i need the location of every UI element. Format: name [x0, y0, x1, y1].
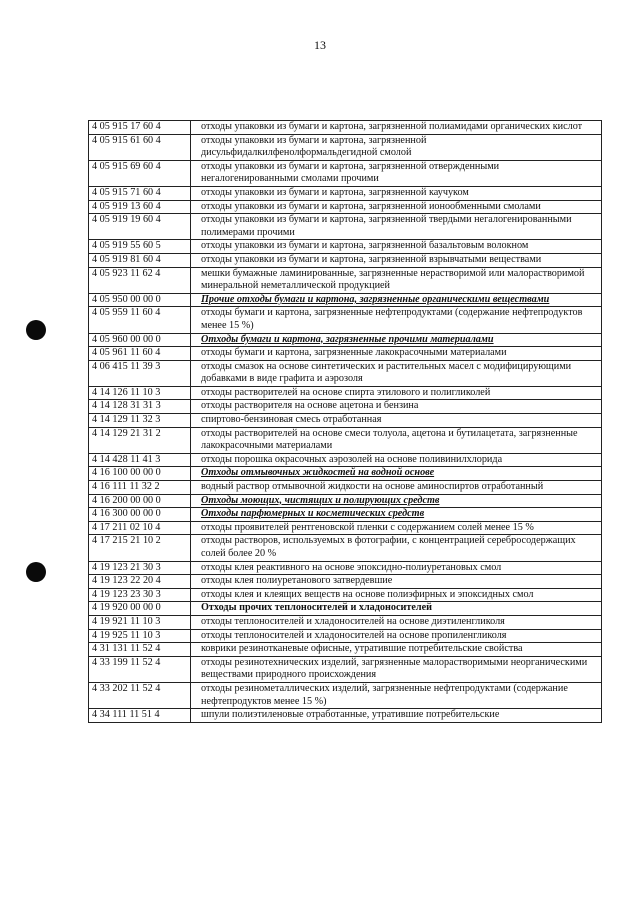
waste-description: отходы клея и клеящих веществ на основе полиэфирных и эпоксидных смол	[191, 588, 602, 602]
waste-description: отходы упаковки из бумаги и картона, загрязненной взрывчатыми веществами	[191, 253, 602, 267]
waste-code: 4 05 915 61 60 4	[89, 134, 191, 160]
waste-code: 4 06 415 11 39 3	[89, 360, 191, 386]
waste-code: 4 16 111 11 32 2	[89, 481, 191, 495]
table-row	[89, 347, 602, 361]
waste-code: 4 05 919 81 60 4	[89, 253, 191, 267]
table-row	[89, 453, 602, 467]
binder-hole	[26, 320, 46, 340]
table-row	[89, 575, 602, 589]
page-number: 13	[314, 38, 326, 52]
table-row	[89, 615, 602, 629]
table-row	[89, 267, 602, 293]
waste-code: 4 05 915 71 60 4	[89, 186, 191, 200]
waste-code: 4 14 129 11 32 3	[89, 414, 191, 428]
waste-description: отходы резинометаллических изделий, загрязненные нефтепродуктами (содержание нефтепродуктов менее 15 %)	[191, 682, 602, 708]
waste-description: отходы смазок на основе синтетических и растительных масел с модифицирующими добавками в виде графита и аэрозоля	[191, 360, 602, 386]
waste-code: 4 33 202 11 52 4	[89, 682, 191, 708]
waste-description: отходы упаковки из бумаги и картона, загрязненной полиамидами органических кислот	[191, 121, 602, 135]
waste-code: 4 05 915 69 60 4	[89, 160, 191, 186]
waste-code: 4 16 200 00 00 0	[89, 494, 191, 508]
table-row	[89, 214, 602, 240]
waste-code: 4 19 925 11 10 3	[89, 629, 191, 643]
waste-description: отходы растворителя на основе ацетона и бензина	[191, 400, 602, 414]
waste-description: отходы упаковки из бумаги и картона, загрязненной отвержденными негалогенированными смолами прочими	[191, 160, 602, 186]
waste-description: отходы клея реактивного на основе эпоксидно-полиуретановых смол	[191, 561, 602, 575]
waste-description: коврики резинотканевые офисные, утратившие потребительские свойства	[191, 643, 602, 657]
waste-description: Отходы моющих, чистящих и полирующих средств	[191, 494, 602, 508]
waste-description: Отходы прочих теплоносителей и хладоносителей	[191, 602, 602, 616]
table-row	[89, 200, 602, 214]
table-row	[89, 121, 602, 135]
waste-description: отходы резинотехнических изделий, загрязненные малорастворимыми неорганическими веществами природного происхождения	[191, 656, 602, 682]
waste-code: 4 19 920 00 00 0	[89, 602, 191, 616]
table-row	[89, 160, 602, 186]
waste-description: отходы теплоносителей и хладоносителей на основе пропиленгликоля	[191, 629, 602, 643]
waste-code: 4 19 123 22 20 4	[89, 575, 191, 589]
group-row	[89, 333, 602, 347]
table-row	[89, 588, 602, 602]
table-row	[89, 481, 602, 495]
waste-code: 4 05 959 11 60 4	[89, 307, 191, 333]
group-row	[89, 494, 602, 508]
table-row	[89, 360, 602, 386]
waste-description: отходы порошка окрасочных аэрозолей на основе поливинилхлорида	[191, 453, 602, 467]
waste-description: мешки бумажные ламинированные, загрязненные нерастворимой или малорастворимой минеральной неметаллической продукцией	[191, 267, 602, 293]
table-row	[89, 561, 602, 575]
table-row	[89, 386, 602, 400]
table-row	[89, 643, 602, 657]
waste-code: 4 19 123 23 30 3	[89, 588, 191, 602]
waste-description: отходы растворителей на основе смеси толуола, ацетона и бутилацетата, загрязненные лакокрасочными материалами	[191, 427, 602, 453]
waste-code: 4 17 215 21 10 2	[89, 535, 191, 561]
waste-description: водный раствор отмывочной жидкости на основе аминоспиртов отработанный	[191, 481, 602, 495]
waste-description: Отходы парфюмерных и косметических средств	[191, 508, 602, 522]
table-row	[89, 629, 602, 643]
waste-code: 4 14 126 11 10 3	[89, 386, 191, 400]
waste-description: Отходы отмывочных жидкостей на водной основе	[191, 467, 602, 481]
group-row	[89, 508, 602, 522]
group-row	[89, 467, 602, 481]
table-row	[89, 253, 602, 267]
waste-code: 4 14 129 21 31 2	[89, 427, 191, 453]
waste-code: 4 16 100 00 00 0	[89, 467, 191, 481]
waste-code: 4 05 960 00 00 0	[89, 333, 191, 347]
waste-description: спиртово-бензиновая смесь отработанная	[191, 414, 602, 428]
waste-description: отходы упаковки из бумаги и картона, загрязненной твердыми негалогенированными полимерами прочими	[191, 214, 602, 240]
table-row	[89, 535, 602, 561]
waste-code: 4 05 919 13 60 4	[89, 200, 191, 214]
table-row	[89, 134, 602, 160]
table-row	[89, 186, 602, 200]
waste-description: Отходы бумаги и картона, загрязненные прочими материалами	[191, 333, 602, 347]
waste-code: 4 34 111 11 51 4	[89, 709, 191, 723]
waste-code: 4 16 300 00 00 0	[89, 508, 191, 522]
table-row	[89, 427, 602, 453]
waste-code: 4 19 921 11 10 3	[89, 615, 191, 629]
waste-description: отходы клея полиуретанового затвердевшие	[191, 575, 602, 589]
table-row	[89, 682, 602, 708]
waste-description: отходы теплоносителей и хладоносителей на основе диэтиленгликоля	[191, 615, 602, 629]
waste-description: отходы бумаги и картона, загрязненные нефтепродуктами (содержание нефтепродуктов менее 15 %)	[191, 307, 602, 333]
waste-code: 4 05 915 17 60 4	[89, 121, 191, 135]
binder-hole	[26, 562, 46, 582]
waste-code: 4 14 428 11 41 3	[89, 453, 191, 467]
waste-code-table	[88, 120, 602, 723]
waste-description: отходы упаковки из бумаги и картона, загрязненной ионообменными смолами	[191, 200, 602, 214]
waste-code: 4 33 199 11 52 4	[89, 656, 191, 682]
waste-code: 4 05 961 11 60 4	[89, 347, 191, 361]
waste-code: 4 19 123 21 30 3	[89, 561, 191, 575]
waste-code: 4 05 919 55 60 5	[89, 240, 191, 254]
waste-description: отходы упаковки из бумаги и картона, загрязненной дисульфидалкилфенолформальдегидной смолой	[191, 134, 602, 160]
waste-description: Прочие отходы бумаги и картона, загрязненные органическими веществами	[191, 293, 602, 307]
table-row	[89, 709, 602, 723]
table-row	[89, 400, 602, 414]
waste-description: отходы растворов, используемых в фотографии, с концентрацией серебросодержащих солей более 20 %	[191, 535, 602, 561]
waste-description: шпули полиэтиленовые отработанные, утратившие потребительские	[191, 709, 602, 723]
waste-code: 4 05 919 19 60 4	[89, 214, 191, 240]
waste-description: отходы упаковки из бумаги и картона, загрязненной базальтовым волокном	[191, 240, 602, 254]
table-row	[89, 240, 602, 254]
group-row	[89, 293, 602, 307]
table-row	[89, 656, 602, 682]
table-row	[89, 521, 602, 535]
waste-description: отходы упаковки из бумаги и картона, загрязненной каучуком	[191, 186, 602, 200]
waste-description: отходы проявителей рентгеновской пленки с содержанием солей менее 15 %	[191, 521, 602, 535]
table-row	[89, 414, 602, 428]
waste-description: отходы бумаги и картона, загрязненные лакокрасочными материалами	[191, 347, 602, 361]
waste-code: 4 05 950 00 00 0	[89, 293, 191, 307]
waste-code: 4 31 131 11 52 4	[89, 643, 191, 657]
waste-code: 4 05 923 11 62 4	[89, 267, 191, 293]
waste-code: 4 17 211 02 10 4	[89, 521, 191, 535]
waste-description: отходы растворителей на основе спирта этилового и полигликолей	[191, 386, 602, 400]
waste-code: 4 14 128 31 31 3	[89, 400, 191, 414]
table-row	[89, 307, 602, 333]
group-row	[89, 602, 602, 616]
